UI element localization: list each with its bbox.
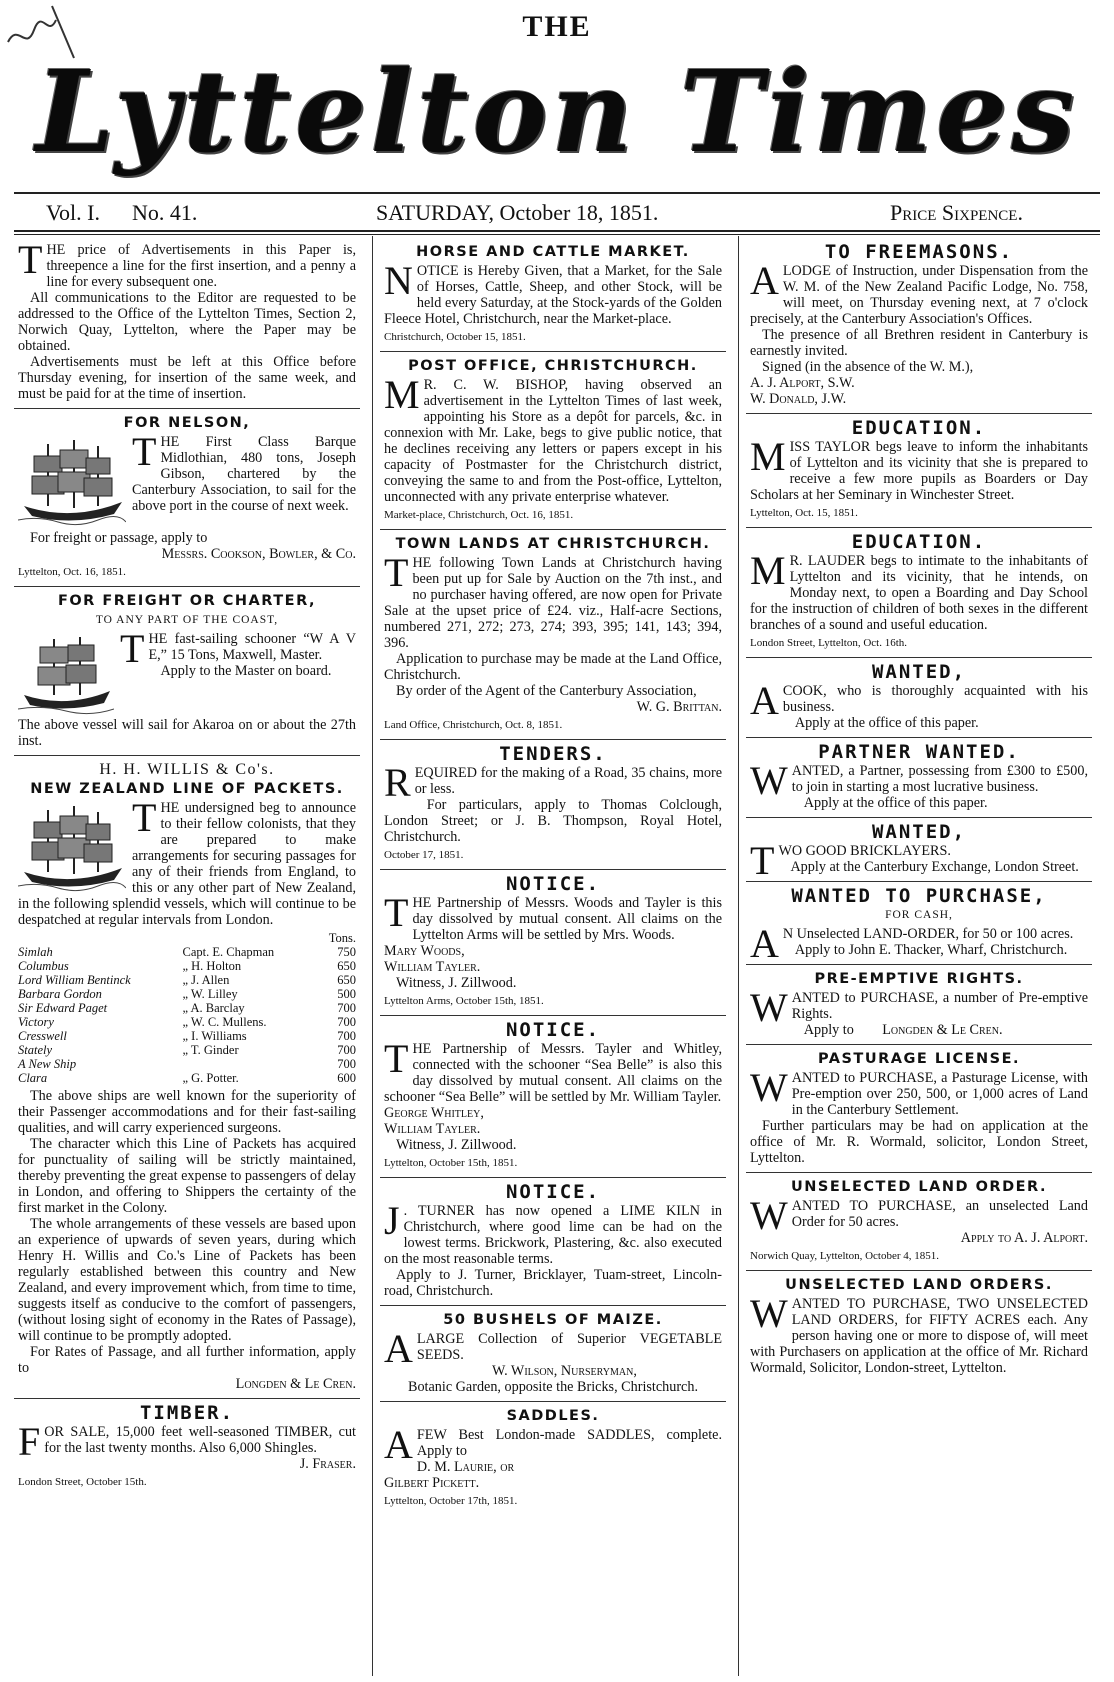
ad-text: The character which this Line of Packets has acquired for punctuality of sailing will be strictly maintained, thereby preventing the great expense to passengers of delay in London, and offering to Shippers the certainty of the first market in the Colony. [18, 1136, 357, 1216]
ad-agents: Longden & Le Cren. [235, 1376, 356, 1392]
column-divider [738, 236, 739, 1676]
ad-dateline: Lyttelton, October 15th, 1851. [384, 1157, 518, 1169]
ad-notice-woods-tayler [380, 870, 726, 1016]
ad-signature: A. J. Alport, S.W. [750, 375, 855, 391]
drop-cap: W [750, 1065, 788, 1110]
ad-dateline: Lyttelton Arms, October 15th, 1851. [384, 995, 544, 1007]
ship-master: „ T. Ginder [182, 1043, 239, 1057]
ad-heading: WANTED, [871, 661, 967, 683]
ad-tenders [380, 740, 726, 870]
ad-pre-emptive-rights [746, 965, 1092, 1045]
ad-text: The above ships are well known for the superiority of their Passenger accommodations and for their fast-sailing qualities, and will carry experienced surgeons. [18, 1088, 356, 1136]
drop-cap: A [750, 258, 779, 303]
ad-heading: NOTICE. [505, 1019, 601, 1041]
drop-cap: W [750, 985, 788, 1030]
drop-cap: W [750, 758, 788, 803]
ad-for-nelson [14, 409, 360, 587]
ad-witness: Witness, J. Zillwood. [396, 975, 517, 991]
ad-apply: Apply to the Master on board. [160, 663, 332, 679]
drop-cap: T [384, 550, 409, 595]
ad-signature: Apply to A. J. Alport. [960, 1230, 1088, 1246]
drop-cap: M [750, 434, 786, 479]
ad-freemasons [746, 238, 1092, 414]
ship-master: „ W. Lilley [182, 987, 238, 1001]
ship-fleet-table [18, 931, 356, 1085]
masthead-the: THE [522, 10, 592, 43]
ad-body: HE Partnership of Messrs. Tayler and Whitley, connected with the schooner “Sea Belle” is also this day dissolved by mutual consent. All claims on the schooner “Sea Belle” will be settled by Mr. William Tayler. [384, 1041, 722, 1105]
ad-unselected-land-orders [746, 1271, 1092, 1382]
ad-body: ANTED TO PURCHASE, TWO UNSELECTED LAND ORDERS, for FIFTY ACRES each. Any person having one or more to dispose of, will meet with Purchasers on application at the office of Mr. Richard Wormald, Solicitor, London-street, Lyttelton. [750, 1296, 1088, 1376]
notice-text: All communications to the Editor are requested to be addressed to the Office of the Lyttelton Times, Section 2, Norwich Quay, Lyttelton, where the Paper may be obtained. [18, 290, 356, 354]
ad-horse-cattle-market [380, 238, 726, 352]
ad-dateline: London Street, October 15th. [18, 1476, 147, 1488]
ad-heading: TO FREEMASONS. [824, 241, 1014, 263]
sailing-ship-icon [18, 802, 126, 894]
ad-wanted-cook [746, 658, 1092, 738]
ad-body: LARGE Collection of Superior VEGETABLE SEEDS. [416, 1331, 722, 1363]
ad-text: For Rates of Passage, and all further information, apply to [18, 1344, 356, 1376]
ad-body: ANTED TO PURCHASE, an unselected Land Order for 50 acres. [791, 1198, 1088, 1230]
ship-tons: 700 [337, 1043, 356, 1057]
ad-signature: Gilbert Pickett. [384, 1475, 480, 1491]
ship-row [18, 1001, 356, 1015]
ship-row [18, 959, 356, 973]
ad-body: WO GOOD BRICKLAYERS. [778, 843, 951, 859]
ad-subheading: FOR CASH, [885, 909, 953, 921]
sailing-ship-icon [18, 436, 126, 528]
ad-apply: Apply to [803, 1022, 854, 1038]
drop-cap: T [132, 429, 157, 474]
ad-body: OTICE is Hereby Given, that a Market, for the Sale of Horses, Cattle, Sheep, and other Stock, will be held every Saturday, at the Stock-yards of the Golden Fleece Hotel, Christchurch, near the Market-place. [384, 263, 722, 327]
ad-note: The above vessel will sail for Akaroa on or about the 27th inst. [18, 717, 356, 749]
ad-agents: Messrs. Cookson, Bowler, & Co. [161, 546, 356, 562]
ad-signature: W. Wilson, Nurseryman, [492, 1363, 637, 1379]
column-2 [380, 238, 726, 1674]
ad-body: R. LAUDER begs to intimate to the inhabitants of Lyttelton and its vicinity, that he intends, on Monday next, to open a Boarding and Day School for the instruction of children of both sexes in the different branches of a sound and useful education. [750, 553, 1088, 633]
issue-number: No. 41. [132, 200, 198, 225]
drop-cap: M [384, 372, 420, 417]
ad-heading: EDUCATION. [851, 417, 987, 439]
ad-signature: Mary Woods, [384, 943, 465, 959]
ad-address: Botanic Garden, opposite the Bricks, Christchurch. [408, 1379, 698, 1395]
ad-signature: J. Fraser. [299, 1456, 356, 1472]
ship-name: Barbara Gordon [18, 987, 102, 1001]
ad-heading: FOR NELSON, [123, 415, 251, 431]
ad-body: ISS TAYLOR begs leave to inform the inhabitants of Lyttelton and its vicinity that she is prepared to receive a few more pupils as Boarders or Day Scholars at her Seminary in Winchester Street. [750, 439, 1088, 503]
ship-tons: 750 [337, 945, 356, 959]
ship-name: Sir Edward Paget [18, 1001, 108, 1015]
ad-heading: POST OFFICE, CHRISTCHURCH. [408, 358, 698, 374]
ad-dateline: Lyttelton, October 17th, 1851. [384, 1495, 518, 1507]
ad-text: Apply to John E. Thacker, Wharf, Christchurch. [794, 942, 1068, 958]
column-3 [746, 238, 1092, 1674]
ad-post-office [380, 352, 726, 530]
drop-cap: T [132, 795, 157, 840]
ad-pasturage-license [746, 1045, 1092, 1173]
drop-cap: W [750, 1291, 788, 1336]
ship-master: „ G. Potter. [182, 1071, 239, 1085]
ad-heading: 50 BUSHELS OF MAIZE. [443, 1312, 663, 1328]
ad-heading: PRE-EMPTIVE RIGHTS. [814, 971, 1024, 987]
tons-label: Tons. [328, 931, 356, 945]
ship-name: Simlah [18, 945, 53, 959]
ad-dateline: Lyttelton, Oct. 15, 1851. [750, 507, 858, 519]
ship-tons: 700 [337, 1029, 356, 1043]
ship-master: „ J. Allen [182, 973, 230, 987]
ad-body: FEW Best London-made SADDLES, complete. Apply to [416, 1427, 722, 1459]
ad-maize [380, 1306, 726, 1402]
ad-heading: TOWN LANDS AT CHRISTCHURCH. [395, 536, 711, 552]
drop-cap: J [384, 1198, 400, 1243]
ad-dateline: October 17, 1851. [384, 849, 464, 861]
advertisement-rates-notice [14, 238, 360, 409]
ad-text: Signed (in the absence of the W. M.), [762, 359, 974, 375]
ship-name: Columbus [18, 959, 69, 973]
ad-agents: Longden & Le Cren. [882, 1022, 1003, 1038]
ad-body: R. C. W. BISHOP, having observed an advertisement in the Lyttelton Times of last week, appointing his Store as a depôt for parcels, &c. in connexion with Mr. Lake, begs to give public notice, that he declines receiving any letters or papers except in his capacity of Postmaster for the Christchurch district, conveying the same to and from the Post-office, Lyttelton, unconnected with any private enterprise whatever. [384, 377, 722, 505]
ship-name: Victory [18, 1015, 54, 1029]
drop-cap: W [750, 1193, 788, 1238]
ad-text: For particulars, apply to Thomas Colclough, London Street; or J. B. Thompson, Royal Hotel, Christchurch. [384, 797, 722, 845]
drop-cap: T [750, 838, 775, 883]
ad-body: LODGE of Instruction, under Dispensation from the W. M. of the New Zealand Pacific Lodge, No. 758, will meet, on Thursday evening next, at 7 o'clock precisely, at the Canterbury Association's Offices. [750, 263, 1088, 327]
ad-body: HE Partnership of Messrs. Woods and Tayler is this day dissolved by mutual consent. All claims on the Lyttelton Arms will be settled by Mrs. Woods. [412, 895, 722, 943]
ad-notice-lime-kiln [380, 1178, 726, 1306]
ad-text: The presence of all Brethren resident in Canterbury is earnestly invited. [750, 327, 1088, 359]
ship-tons: 700 [337, 1015, 356, 1029]
dateline [14, 200, 1100, 226]
ad-heading: TIMBER. [139, 1402, 235, 1424]
ship-row [18, 1057, 356, 1071]
drop-cap: T [384, 1036, 409, 1081]
ship-master: Capt. E. Chapman [182, 945, 275, 959]
column-1 [14, 238, 360, 1674]
ship-tons: 650 [337, 959, 356, 973]
ship-tons: 700 [337, 1057, 356, 1071]
ad-heading: NOTICE. [505, 873, 601, 895]
ad-body: HE First Class Barque Midlothian, 480 tons, Joseph Gibson, chartered by the Canterbury Association, to sail for the above port in the course of next week. [132, 434, 356, 514]
ad-body: COOK, who is thoroughly acquainted with his business. [782, 683, 1088, 715]
ad-body: ANTED, a Partner, possessing from £300 to £500, to join in starting a most lucrative business. [791, 763, 1088, 795]
ad-dateline: Lyttelton, Oct. 16, 1851. [18, 566, 126, 578]
ad-heading: UNSELECTED LAND ORDERS. [785, 1277, 1053, 1293]
ad-body: OR SALE, 15,000 feet well-seasoned TIMBER, cut for the last twenty months. Also 6,000 Shingles. [44, 1424, 356, 1456]
ad-text: The whole arrangements of these vessels are based upon an experience of upwards of seven years, during which Henry H. Willis and Co.'s Line of Packets has been regularly established between this country and New Zealand, and every improvement which, from time to time, suggests itself as conducive to the comfort of passengers, (without losing sight of economy in the Rates of Passage), will continue to be promptly adopted. [18, 1216, 356, 1344]
ship-master: „ A. Barclay [182, 1001, 245, 1015]
ad-text: Apply at the Canterbury Exchange, London Street. [790, 859, 1079, 875]
ship-master: „ I. Williams [182, 1029, 247, 1043]
drop-cap: T [384, 890, 409, 935]
ad-signature: George Whitley, [384, 1105, 484, 1121]
ad-text: Apply at the office of this paper. [794, 715, 979, 731]
ship-name: Clara [18, 1071, 48, 1085]
ad-apply: For freight or passage, apply to [30, 530, 208, 546]
ad-timber [14, 1399, 360, 1496]
ad-heading: EDUCATION. [851, 531, 987, 553]
drop-cap: R [384, 760, 411, 805]
volume: Vol. I. [46, 200, 100, 225]
ad-text: By order of the Agent of the Canterbury Association, [396, 683, 697, 699]
dateline-rule [14, 230, 1100, 232]
drop-cap: F [18, 1419, 41, 1464]
ad-body: N Unselected LAND-ORDER, for 50 or 100 acres. [782, 926, 1074, 942]
ship-tons: 650 [337, 973, 356, 987]
drop-cap: A [750, 921, 779, 966]
ad-signature: William Tayler. [384, 959, 481, 975]
ad-dateline: Christchurch, October 15, 1851. [384, 331, 526, 343]
price: Price Sixpence. [890, 200, 1023, 225]
ad-subheading: TO ANY PART OF THE COAST, [95, 614, 279, 626]
ship-tons: 600 [337, 1071, 356, 1085]
masthead-title: Lyttelton Times [35, 47, 1079, 178]
ad-unselected-land-order [746, 1173, 1092, 1271]
ad-body: . TURNER has now opened a LIME KILN in Christchurch, where good lime can be had on the lowest terms. Brickwork, Plastering, &c. also executed on the most reasonable terms. [384, 1203, 722, 1267]
ship-row [18, 987, 356, 1001]
ad-heading: H. H. WILLIS & Co's. [99, 761, 275, 778]
ad-signature: William Tayler. [384, 1121, 481, 1137]
drop-cap: T [18, 237, 43, 282]
ad-education-lauder [746, 528, 1092, 658]
ship-name: A New Ship [18, 1057, 77, 1071]
ad-body: EQUIRED for the making of a Road, 35 chains, more or less. [414, 765, 722, 797]
ad-willis-packets [14, 756, 360, 1399]
ad-dateline: London Street, Lyttelton, Oct. 16th. [750, 637, 908, 649]
ad-dateline: Market-place, Christchurch, Oct. 16, 1851. [384, 509, 574, 521]
ad-town-lands [380, 530, 726, 740]
ad-wanted-bricklayers [746, 818, 1092, 882]
ship-name: Cresswell [18, 1029, 67, 1043]
ad-heading: FOR FREIGHT OR CHARTER, [57, 593, 317, 609]
ship-row [18, 1015, 356, 1029]
ship-row [18, 1029, 356, 1043]
ad-heading: NEW ZEALAND LINE OF PACKETS. [30, 781, 344, 797]
ad-text: Application to purchase may be made at the Land Office, Christchurch. [384, 651, 722, 683]
drop-cap: A [384, 1422, 413, 1467]
ship-row [18, 1071, 356, 1085]
ad-text: Apply at the office of this paper. [803, 795, 988, 811]
drop-cap: T [120, 626, 145, 671]
ad-text: Further particulars may be had on application at the office of Mr. R. Wormald, solicitor, London Street, Lyttelton. [750, 1118, 1088, 1166]
issue-date: SATURDAY, October 18, 1851. [376, 200, 659, 225]
ship-row [18, 973, 356, 987]
ad-text: Apply to J. Turner, Bricklayer, Tuam-street, Lincoln-road, Christchurch. [384, 1267, 722, 1299]
ad-signature: W. Donald, J.W. [750, 391, 847, 407]
ad-heading: WANTED, [871, 821, 967, 843]
column-divider [372, 236, 373, 1676]
ad-wanted-to-purchase [746, 882, 1092, 965]
ad-heading: SADDLES. [506, 1408, 600, 1424]
ship-tons: 700 [337, 1001, 356, 1015]
ad-heading: HORSE AND CATTLE MARKET. [416, 244, 690, 260]
drop-cap: N [384, 258, 413, 303]
ad-signature: D. M. Laurie, or [416, 1459, 515, 1475]
ad-partner-wanted [746, 738, 1092, 818]
ship-tons: 500 [337, 987, 356, 1001]
ad-heading: UNSELECTED LAND ORDER. [791, 1179, 1047, 1195]
ship-master: „ H. Holton [182, 959, 242, 973]
ship-name: Stately [18, 1043, 53, 1057]
ad-education-taylor [746, 414, 1092, 528]
ad-body: ANTED to PURCHASE, a number of Pre-emptive Rights. [791, 990, 1088, 1022]
dateline-rule-thin [14, 234, 1100, 235]
ad-body: HE fast-sailing schooner “W A V E,” 15 Tons, Maxwell, Master. [148, 631, 356, 663]
masthead-rule [14, 192, 1100, 194]
ad-heading: PARTNER WANTED. [818, 741, 1020, 763]
ad-body: HE undersigned beg to announce to their fellow colonists, that they are prepared to make arrangements for securing passages for any of their friends from England, to this or any other part of New Zealand, in the following splendid vessels, which will continue to be despatched at regular intervals from London. [18, 800, 356, 928]
ad-freight-charter [14, 587, 360, 756]
drop-cap: A [384, 1326, 413, 1371]
ad-dateline: Land Office, Christchurch, Oct. 8, 1851. [384, 719, 563, 731]
ad-body: HE following Town Lands at Christchurch having been put up for Sale by Auction on the 7th inst., and no purchaser having offered, are now open for Private Sale at the upset price of £24. viz., Half-acre Sections, numbered 271, 272; 273, 274; 393, 395; 141, 143; 394, 396. [384, 555, 722, 651]
ship-row [18, 1043, 356, 1057]
ad-witness: Witness, J. Zillwood. [396, 1137, 517, 1153]
drop-cap: M [750, 548, 786, 593]
notice-text: HE price of Advertisements in this Paper is, threepence a line for the first insertion, and a penny a line for every subsequent one. [46, 242, 356, 290]
ad-heading: WANTED TO PURCHASE, [791, 885, 1047, 907]
ad-heading: TENDERS. [499, 743, 607, 765]
notice-text: Advertisements must be left at this Office before Thursday evening, for insertion of the same week, and must be paid for at the time of insertion. [18, 354, 356, 402]
ship-row [18, 945, 356, 959]
ad-heading: PASTURAGE LICENSE. [817, 1051, 1021, 1067]
ad-notice-tayler-whitley [380, 1016, 726, 1178]
ad-signature: W. G. Brittan. [636, 699, 722, 715]
schooner-icon [18, 633, 114, 715]
ad-body: ANTED to PURCHASE, a Pasturage License, with Pre-emption over 250, 500, or 1,000 acres of Land in the Canterbury Settlement. [791, 1070, 1088, 1118]
ship-name: Lord William Bentinck [18, 973, 131, 987]
drop-cap: A [750, 678, 779, 723]
ship-master: „ W. C. Mullens. [182, 1015, 267, 1029]
ad-heading: NOTICE. [505, 1181, 601, 1203]
ad-dateline: Norwich Quay, Lyttelton, October 4, 1851. [750, 1250, 939, 1262]
ad-saddles [380, 1402, 726, 1515]
ship-master [182, 1057, 316, 1071]
